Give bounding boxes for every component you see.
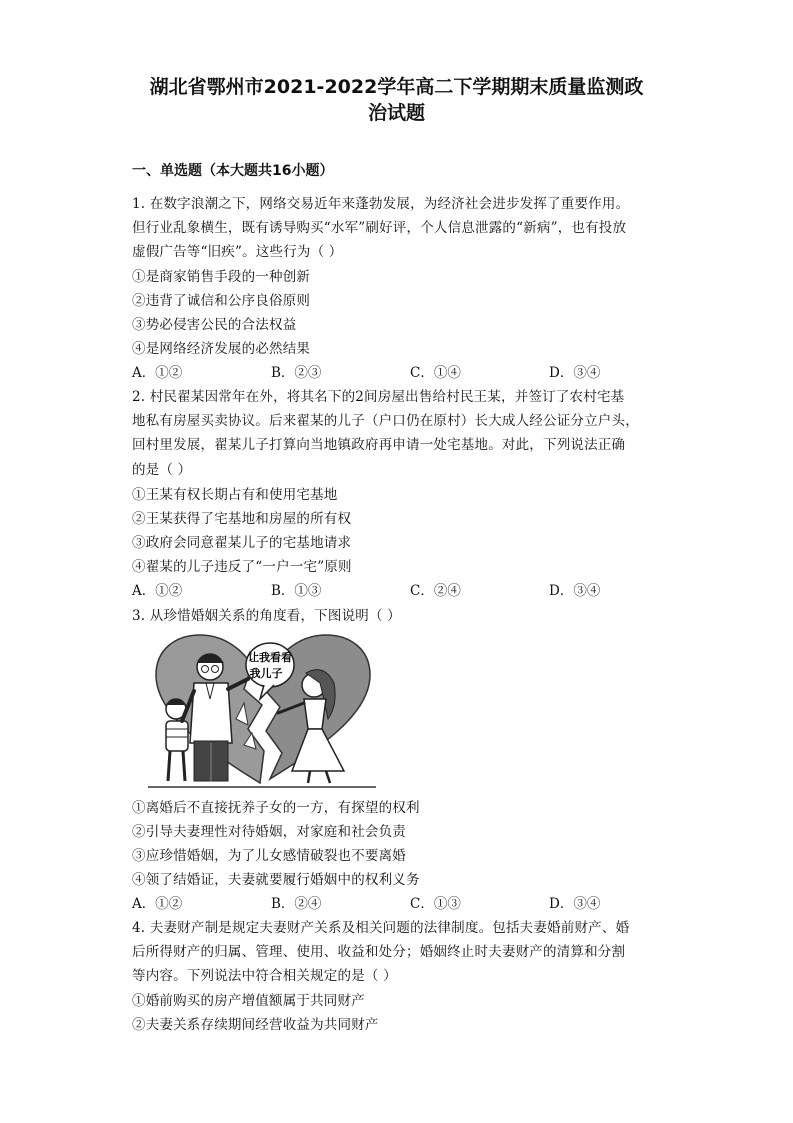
choice-item: ①婚前购买的房产增值额属于共同财产 — [132, 993, 365, 1009]
choice-item: ②夫妻关系存续期间经营收益为共同财产 — [132, 1017, 379, 1033]
question-stem-line: 等内容。下列说法中符合相关规定的是（ ） — [132, 968, 397, 984]
document-title-line-2: 治试题 — [367, 102, 425, 124]
option-c: C．①③ — [410, 896, 461, 912]
choice-item: ②引导夫妻理性对待婚姻，对家庭和社会负责 — [132, 824, 406, 840]
choice-item: ②王某获得了宅基地和房屋的所有权 — [132, 511, 352, 527]
section-heading: 一、单选题（本大题共16小题） — [132, 163, 334, 179]
choice-item: ①是商家销售手段的一种创新 — [132, 269, 311, 285]
choice-item: ①王某有权长期占有和使用宅基地 — [132, 487, 338, 503]
choice-item: ①离婚后不直接抚养子女的一方，有探望的权利 — [132, 800, 420, 816]
option-d: D．③④ — [549, 896, 601, 912]
speech-bubble-text-1: 让我看看 — [248, 651, 292, 664]
option-d: D．③④ — [549, 583, 601, 599]
question-stem-line: 的是（ ） — [132, 462, 192, 478]
question-stem-line: 3. 从珍惜婚姻关系的角度看，下图说明（ ） — [132, 608, 401, 624]
question-stem-line: 1. 在数字浪潮之下，网络交易近年来蓬勃发展，为经济社会进步发挥了重要作用。 — [132, 196, 630, 212]
question-stem-line: 后所得财产的归属、管理、使用、收益和处分；婚姻终止时夫妻财产的清算和分割 — [132, 944, 626, 960]
option-c: C．①④ — [410, 365, 461, 381]
choice-item: ③势必侵害公民的合法权益 — [132, 317, 297, 333]
choice-item: ④是网络经济发展的必然结果 — [132, 341, 311, 357]
option-a: A．①② — [132, 365, 183, 381]
option-a: A．①② — [132, 896, 183, 912]
divorce-cartoon-illustration — [148, 633, 376, 791]
option-d: D．③④ — [549, 365, 601, 381]
choice-item: ③应珍惜婚姻，为了儿女感情破裂也不要离婚 — [132, 848, 406, 864]
option-b: B．②③ — [271, 365, 322, 381]
question-stem-line: 但行业乱象横生，既有诱导购买“水军”刷好评，个人信息泄露的“新病”，也有投放 — [132, 220, 627, 236]
document-title-line-1: 湖北省鄂州市2021-2022学年高二下学期期末质量监测政 — [149, 76, 644, 98]
question-stem-line: 4. 夫妻财产制是规定夫妻财产关系及相关问题的法律制度。包括夫妻婚前财产、婚 — [132, 920, 630, 936]
option-a: A．①② — [132, 583, 183, 599]
choice-item: ④领了结婚证，夫妻就要履行婚姻中的权利义务 — [132, 872, 420, 888]
speech-bubble-text-2: 我儿子 — [249, 667, 283, 680]
choice-item: ④翟某的儿子违反了“一户一宅”原则 — [132, 559, 352, 575]
choice-item: ③政府会同意翟某儿子的宅基地请求 — [132, 535, 352, 551]
option-b: B．①③ — [271, 583, 322, 599]
question-stem-line: 虚假广告等“旧疾”。这些行为（ ） — [132, 244, 343, 260]
question-stem-line: 回村里发展，翟某儿子打算向当地镇政府再申请一处宅基地。对此，下列说法正确 — [132, 437, 626, 453]
choice-item: ②违背了诚信和公序良俗原则 — [132, 293, 311, 309]
option-b: B．②④ — [271, 896, 322, 912]
question-stem-line: 地私有房屋买卖协议。后来翟某的儿子（户口仍在原村）长大成人经公证分立户头， — [132, 413, 639, 429]
option-c: C．②④ — [410, 583, 461, 599]
question-stem-line: 2. 村民翟某因常年在外，将其名下的2间房屋出售给村民王某，并签订了农村宅基 — [132, 389, 625, 405]
